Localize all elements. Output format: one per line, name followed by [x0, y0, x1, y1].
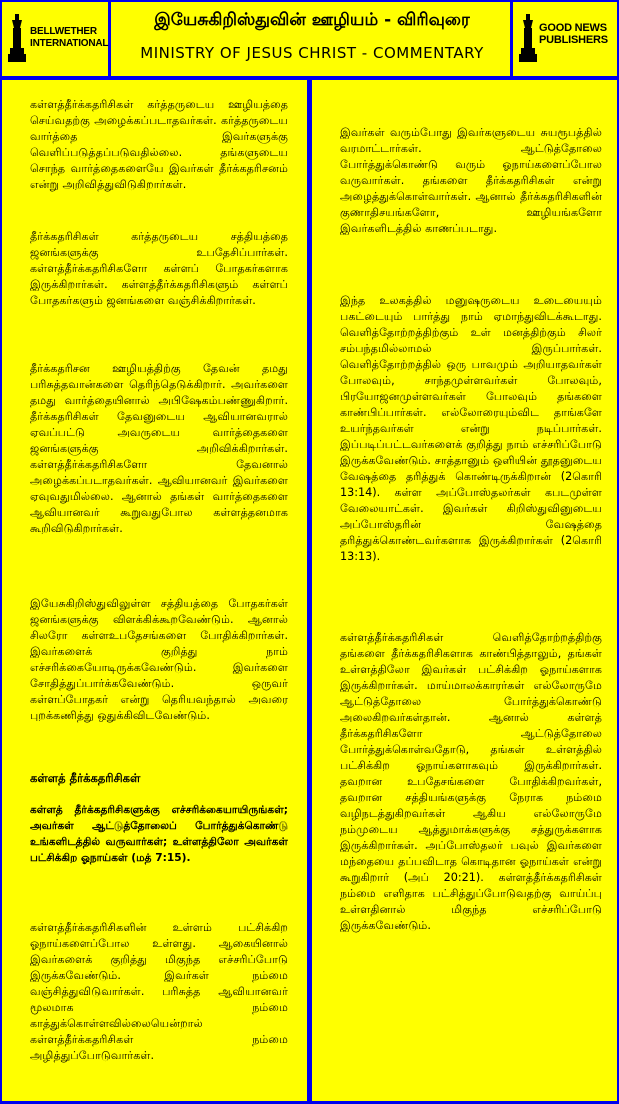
bell-tower-icon [519, 14, 537, 64]
scripture-quote: கள்ளத் தீர்க்கதரிசிகளுக்கு எச்சரிக்கையாயிருங்கள்; அவர்கள் ஆட்டுத்தோலைப் போர்த்துக்கொண்டு உங்களிடத்தில் வருவார்கள்; உள்ளத்திலோ அவர்கள் பட்சிக்கிற ஓநாய்கள் (மத் 7:15). [30, 804, 288, 864]
right-column [312, 80, 617, 1101]
page-header [2, 2, 617, 76]
header-divider [108, 2, 111, 76]
bellwether-logo-text: BELLWETHER INTERNATIONAL [30, 26, 109, 49]
header-divider [510, 2, 513, 76]
paragraph: கள்ளத்தீர்க்கதரிசிகள் வெளித்தோற்றத்திற்கு தங்களை தீர்க்கதரிசிகளாக காண்பித்தாலும், தங்கள் உள்ளத்திலோ இவர்கள் பட்சிக்கிற ஓநாய்களாக இருக்கிறார்கள். மாய்மாலக்காரர்கள் எல்லோருமே ஆட்டுத்தோலை போர்த்துக்கொண்டு அலைகிறவர்கள்தான். ஆனால் கள்ளத் தீர்க்கதரிசிகளோ ஆட்டுத்தோலை போர்த்துக்கொள்வதோடு, தங்கள் உள்ளத்தில் பட்சிக்கிற ஓநாய்களாகவும் இருக்கிறார்கள். தவறான உபதேசங்களை போதிக்கிறவர்கள், தவறான சத்தியங்களுக்கு நேராக நம்மை வழிநடத்துகிறவர்கள் ஆகிய எல்லோருமே நம்முடைய ஆத்துமாக்களுக்கு சத்துருக்களாக இருக்கிறார்கள். அப்போஸ்தலர் பவுல் இவர்களை மந்தையை தப்பவிடாத கொடிதான ஓநாய்கள் என்று கூறுகிறார் (அப் 20:21). கள்ளத்தீர்க்கதரிசிகள் நம்மை எளிதாக பட்சித்துப்போடுவதற்கு வாய்ப்பு உள்ளதினால் மிகுந்த எச்சரிப்போடு இருக்கவேண்டும். [340, 631, 602, 932]
bellwether-logo [8, 12, 109, 68]
bell-tower-icon [8, 14, 26, 64]
paragraph: இயேசுகிறிஸ்துவிலுள்ள சத்தியத்தை போதகர்கள் ஜனங்களுக்கு விளக்கிக்கூறவேண்டும். ஆனால் சிலரோ கள்ளஉபதேசங்களை போதிக்கிறார்கள். இவர்களைக் குறித்து நாம் எச்சரிக்கையோடிருக்கவேண்டும். இவர்களை சோதித்துப்பார்க்கவேண்டும். ஒருவர் கள்ளப்போதகர் என்று தெரியவந்தால் அவரை புறக்கணித்து ஒதுக்கிவிடவேண்டும். [30, 597, 288, 722]
page-title-english: MINISTRY OF JESUS CHRIST - COMMENTARY [140, 44, 484, 62]
good-news-logo-text: GOOD NEWS PUBLISHERS [539, 22, 608, 46]
section-heading: கள்ளத் தீர்க்கதரிசிகள் [30, 771, 141, 785]
paragraph: தீர்க்கதரிசன ஊழியத்திற்கு தேவன் தமது பரிசுத்தவான்களை தெரிந்தெடுக்கிறார். அவர்களை தமது வார்த்தையினால் அபிஷேகம்பண்ணுகிறார். தீர்க்கதரிசிகள் தேவனுடைய ஆவியானவரால் ஏவப்பட்டு அவருடைய வார்த்தைகளை ஜனங்களுக்கு அறிவிக்கிறார்கள். கள்ளத்தீர்க்கதரிசிகளோ தேவனால் அழைக்கப்படாதவர்கள். ஆவியானவர் இவர்களை ஏவுவதுமில்லை. ஆனால் தங்கள் வார்த்தைகளை ஆவியானவர் கூறுவதுபோல கள்ளத்தனமாக கூறிவிடுகிறார்கள். [30, 362, 288, 535]
good-news-logo [519, 12, 615, 68]
paragraph: இவர்கள் வரும்போது இவர்களுடைய சுயரூபத்தில் வரமாட்டார்கள். ஆட்டுத்தோலை போர்த்துக்கொண்டு வரும் ஓநாய்களைப்போல வருவார்கள். தங்களை தீர்க்கதரிசிகள் என்று அழைத்துக்கொள்வார்கள். ஆனால் தீர்க்கதரிசிகளின் குணாதிசயங்களோ, ஊழியங்களோ இவர்களிடத்தில் காணப்படாது. [340, 126, 602, 235]
paragraph: இந்த உலகத்தில் மனுஷருடைய உடையையும் பகட்டையும் பார்த்து நாம் ஏமாந்துவிடக்கூடாது. வெளித்தோற்றத்திற்கும் உள் மனத்திற்கும் சிலர் சம்பந்தமில்லாமல் இருப்பார்கள். வெளித்தோற்றத்தில் ஒரு பாவமும் அறியாதவர்கள் போலவும், சாந்தமுள்ளவர்கள் போலவும், பிரயோஜனமுள்ளவர்கள் போலவும் தங்களை காண்பிப்பார்கள். எல்லோரையும்விட தாங்களே உயர்ந்தவர்கள் என்று நடிப்பார்கள். இப்படிப்பட்டவர்களைக் குறித்து நாம் எச்சரிப்போடு இருக்கவேண்டும். சாத்தானும் ஒளியின் தூதனுடைய வேஷத்தை தரித்துக் கொண்டிருக்கிறான் (2கொரி 13:14). கள்ள அப்போஸ்தலர்கள் கபடமுள்ள வேலையாட்கள். இவர்கள் கிறிஸ்துவினுடைய அப்போஸ்தரின் வேஷத்தை தரித்துக்கொண்டவர்களாக இருக்கிறார்கள் (2கொரி 13:13). [340, 294, 602, 563]
paragraph: கள்ளத்தீர்க்கதரிசிகள் கர்த்தருடைய ஊழியத்தை செய்வதற்கு அழைக்கப்படாதவர்கள். கர்த்தருடைய வார்த்தை இவர்களுக்கு வெளிப்படுத்தப்படுவதில்லை. தங்களுடைய சொந்த வார்த்தைகளையே இவர்கள் தீர்க்கதரிசனம் என்று அறிவித்துவிடுகிறார்கள். [30, 98, 288, 191]
left-column [2, 80, 307, 1101]
page-title-tamil: இயேசுகிறிஸ்துவின் ஊழியம் - விரிவுரை [154, 10, 470, 30]
paragraph: தீர்க்கதரிசிகள் கர்த்தருடைய சத்தியத்தை ஜனங்களுக்கு உபதேசிப்பார்கள். கள்ளத்தீர்க்கதரிசிகளோ கள்ளப் போதகர்களாக இருக்கிறார்கள். கள்ளத்தீர்க்கதரிசிகளும் கள்ளப் போதகர்களும் ஜனங்களை வஞ்சிக்கிறார்கள். [30, 230, 288, 307]
paragraph: கள்ளத்தீர்க்கதரிசிகளின் உள்ளம் பட்சிக்கிற ஓநாய்களைப்போல உள்ளது. ஆகையினால் இவர்களைக் குறித்து மிகுந்த எச்சரிப்போடு இருக்கவேண்டும். இவர்கள் நம்மை வஞ்சித்துவிடுவார்கள். பரிசுத்த ஆவியானவர் மூலமாக நம்மை காத்துக்கொள்ளவில்லையென்றால் கள்ளத்தீர்க்கதரிசிகள் நம்மை அழித்துப்போடுவார்கள். [30, 921, 288, 1062]
